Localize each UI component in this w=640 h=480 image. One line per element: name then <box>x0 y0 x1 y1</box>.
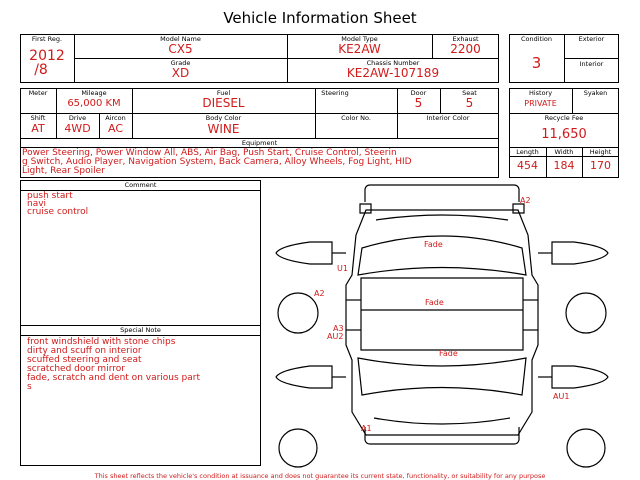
drive-value: 4WD <box>64 122 91 135</box>
interior-label: Interior <box>579 60 604 68</box>
special-note-label: Special Note <box>120 326 161 334</box>
damage-mark: U1 <box>337 264 348 273</box>
comment-line: push start <box>27 191 73 201</box>
steering-label: Steering <box>321 89 349 97</box>
damage-mark: Fade <box>425 298 444 307</box>
model-type-value: KE2AW <box>338 42 381 56</box>
comment-line: navi <box>27 199 47 209</box>
first-reg-year: 2012 <box>29 48 65 64</box>
model-name-label: Model Name <box>160 35 201 43</box>
body-color-value: WINE <box>207 122 240 136</box>
height-label: Height <box>589 148 612 156</box>
condition-label: Condition <box>520 35 553 43</box>
condition-value: 3 <box>531 54 542 72</box>
special-note-line: scuffed steering and seat <box>27 355 142 365</box>
width-value: 184 <box>553 159 575 172</box>
model-name-value: CX5 <box>168 42 193 56</box>
shift-label: Shift <box>30 114 46 122</box>
first-reg-label: First Reg. <box>31 35 63 43</box>
damage-mark: A2 <box>314 289 325 298</box>
page-title: Vehicle Information Sheet <box>223 9 417 27</box>
equipment-line: Light, Rear Spoiler <box>22 166 105 176</box>
recycle-fee-value: 11,650 <box>541 127 587 142</box>
equipment-label: Equipment <box>241 139 278 147</box>
history-value: PRIVATE <box>524 99 557 108</box>
exhaust-label: Exhaust <box>452 35 479 43</box>
model-type-label: Model Type <box>341 35 378 43</box>
chassis-value: KE2AW-107189 <box>346 66 440 80</box>
damage-mark: A1 <box>361 424 372 433</box>
mileage-value: 65,000 KM <box>67 98 121 109</box>
damage-mark: Fade <box>424 240 443 249</box>
seat-value: 5 <box>465 96 474 110</box>
exhaust-value: 2200 <box>450 42 481 56</box>
fuel-label: Fuel <box>216 89 231 97</box>
height-value: 170 <box>590 159 611 172</box>
disclaimer-footer: This sheet reflects the vehicle's condition at issuance and does not guarantee its current state, functionality, or suitability for any purpose <box>94 472 546 480</box>
meter-label: Meter <box>28 89 48 97</box>
drive-label: Drive <box>68 114 87 122</box>
history-label: History <box>528 89 553 97</box>
body-color-label: Body Color <box>205 114 242 122</box>
comment-box <box>20 180 261 466</box>
fuel-value: DIESEL <box>202 96 245 110</box>
syaken-label: Syaken <box>583 89 608 97</box>
special-note-line: fade, scratch and dent on various part <box>27 373 201 383</box>
grade-value: XD <box>171 66 190 80</box>
exterior-label: Exterior <box>578 35 605 43</box>
aircon-label: Aircon <box>105 114 126 122</box>
comment-label: Comment <box>124 181 157 189</box>
damage-mark: Fade <box>439 349 458 358</box>
first-reg-month: /8 <box>34 62 48 78</box>
special-note-line: dirty and scuff on interior <box>27 346 142 356</box>
seat-label: Seat <box>462 89 477 97</box>
shift-value: AT <box>31 122 45 135</box>
width-label: Width <box>554 148 574 156</box>
interior-color-label: Interior Color <box>426 114 470 122</box>
special-note-line: scratched door mirror <box>27 364 125 374</box>
damage-mark: A2 <box>520 196 531 205</box>
equipment-line: g Switch, Audio Player, Navigation System, Back Camera, Alloy Wheels, Fog Light, HID <box>22 157 412 167</box>
grade-label: Grade <box>170 59 191 67</box>
damage-mark: AU1 <box>553 392 570 401</box>
special-note-line: s <box>27 382 32 392</box>
color-no-label: Color No. <box>341 114 371 122</box>
length-value: 454 <box>517 159 538 172</box>
recycle-fee-label: Recycle Fee <box>544 114 584 122</box>
door-value: 5 <box>414 96 423 110</box>
door-label: Door <box>410 89 427 97</box>
chassis-label: Chassis Number <box>366 59 420 67</box>
damage-mark: A3 <box>333 324 344 333</box>
equipment-line: Power Steering, Power Window All, ABS, Air Bag, Push Start, Cruise Control, Steerin <box>22 148 397 158</box>
comment-line: cruise control <box>27 207 89 217</box>
length-label: Length <box>516 148 539 156</box>
car-damage-diagram <box>270 180 615 470</box>
special-note-line: front windshield with stone chips <box>27 337 176 347</box>
aircon-value: AC <box>107 122 123 135</box>
mileage-label: Mileage <box>81 89 107 97</box>
damage-mark: AU2 <box>327 332 344 341</box>
